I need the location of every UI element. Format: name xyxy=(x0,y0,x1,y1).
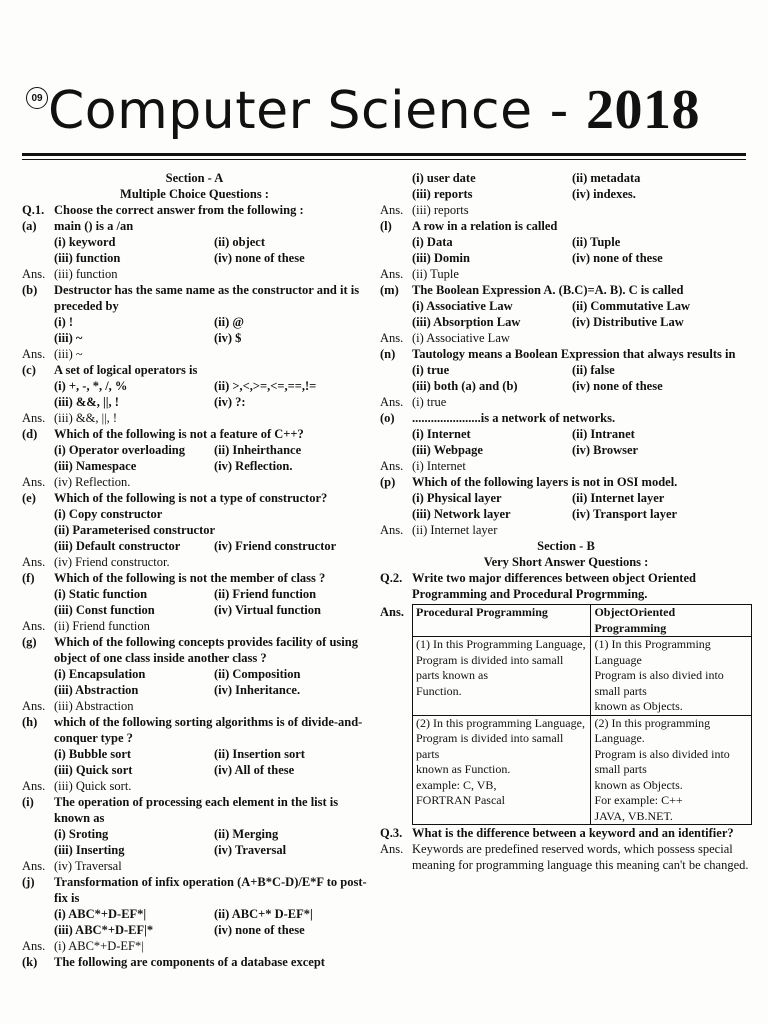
question-label: (g) xyxy=(22,635,37,649)
answer xyxy=(22,858,367,874)
cell-line: example: C, VB, xyxy=(416,777,497,792)
table-header: Procedural Programming xyxy=(413,605,591,637)
answer-text: (iv) Reflection. xyxy=(54,475,131,489)
answer xyxy=(22,474,367,490)
option: (iii) Const function xyxy=(54,603,155,617)
answer-text: (i) Associative Law xyxy=(412,331,510,345)
question-label: (c) xyxy=(22,363,36,377)
answer-text: (i) ABC*+D-EF*| xyxy=(54,939,144,953)
question-text: Choose the correct answer from the following : xyxy=(54,203,304,217)
option: (ii) Inheirthance xyxy=(214,443,302,457)
answer xyxy=(22,346,367,362)
table-row xyxy=(413,715,752,825)
option: (ii) Merging xyxy=(214,827,279,841)
answer-label: Ans. xyxy=(22,619,46,633)
answer xyxy=(380,458,752,474)
question xyxy=(22,362,367,378)
question xyxy=(380,346,752,362)
answer xyxy=(22,778,367,794)
section-heading: Multiple Choice Questions : xyxy=(120,187,269,201)
option: (i) Static function xyxy=(54,587,148,601)
option: (iv) Traversal xyxy=(214,843,287,857)
question xyxy=(380,570,752,602)
option: (iv) none of these xyxy=(572,379,663,393)
question xyxy=(22,794,367,826)
question-text: main () is a /an xyxy=(54,219,134,233)
options-grid xyxy=(380,362,752,394)
answer-text: (iii) reports xyxy=(412,203,469,217)
answer xyxy=(22,698,367,714)
options-grid xyxy=(22,506,367,538)
option: (ii) Insertion sort xyxy=(214,747,305,761)
question xyxy=(380,282,752,298)
cell-line: JAVA, VB.NET. xyxy=(594,808,673,823)
option: (iv) Transport layer xyxy=(572,507,678,521)
option: (i) Encapsulation xyxy=(54,667,146,681)
answer-label: Ans. xyxy=(22,939,46,953)
question-text: Which of the following is not a feature of C++? xyxy=(54,427,304,441)
option: (i) keyword xyxy=(54,235,116,249)
options-grid xyxy=(380,298,752,330)
answer-label: Ans. xyxy=(380,395,404,409)
option: (i) Data xyxy=(412,235,453,249)
option: (i) Sroting xyxy=(54,827,109,841)
question-label: (a) xyxy=(22,219,37,233)
question-label: (i) xyxy=(22,795,34,809)
page-number: 09 xyxy=(31,92,43,104)
option: (iii) Default constructor xyxy=(54,539,181,553)
option: (i) +, -, *, /, % xyxy=(54,379,128,393)
question-label: Q.1. xyxy=(22,203,45,217)
answer-text: (iii) function xyxy=(54,267,118,281)
question xyxy=(22,874,367,906)
answer-label: Ans. xyxy=(380,267,404,281)
question-text: A set of logical operators is xyxy=(54,363,198,377)
question xyxy=(22,202,367,218)
option: (i) ! xyxy=(54,315,74,329)
question-text: ......................is a network of networks. xyxy=(412,411,616,425)
answer xyxy=(380,266,752,282)
option: (iii) function xyxy=(54,251,121,265)
option: (iv) All of these xyxy=(214,763,295,777)
option: (ii) @ xyxy=(214,315,245,329)
answer-label: Ans. xyxy=(380,459,404,473)
question-text: Which of the following concepts provides facility of using object of one class inside another class ? xyxy=(54,635,358,665)
answer xyxy=(22,266,367,282)
answer-q3-text: Keywords are predefined reserved words, which possess special meaning for programming language this meaning can't be changed. xyxy=(412,842,749,872)
option: (iii) Webpage xyxy=(412,443,483,457)
answer xyxy=(380,330,752,346)
options-grid xyxy=(380,170,752,202)
answer-label: Ans. xyxy=(380,331,404,345)
options-grid xyxy=(22,538,367,554)
option: (ii) Parameterised constructor xyxy=(54,523,216,537)
answer xyxy=(22,410,367,426)
option: (iv) none of these xyxy=(572,251,663,265)
option: (ii) Composition xyxy=(214,667,301,681)
option: (iv) Friend constructor xyxy=(214,539,337,553)
answer-label: Ans. xyxy=(380,605,404,619)
cell-line: Function. xyxy=(416,683,462,698)
answer xyxy=(22,554,367,570)
option: (iii) Quick sort xyxy=(54,763,133,777)
question-label: (b) xyxy=(22,283,38,297)
options-grid xyxy=(22,234,367,266)
option: (ii) Friend function xyxy=(214,587,317,601)
option: (ii) false xyxy=(572,363,615,377)
right-column xyxy=(380,170,752,873)
options-grid xyxy=(22,586,367,618)
option: (i) Associative Law xyxy=(412,299,513,313)
question xyxy=(22,954,367,970)
answer-label: Ans. xyxy=(22,347,46,361)
cell-line: (1) In this Programming Language xyxy=(594,637,711,667)
cell-line: Program is also divided into small parts xyxy=(594,746,730,776)
question-label: (d) xyxy=(22,427,38,441)
answer xyxy=(380,394,752,410)
question xyxy=(22,426,367,442)
answer-label: Ans. xyxy=(380,203,404,217)
answer-label: Ans. xyxy=(22,859,46,873)
options-grid xyxy=(22,378,367,410)
answer-label: Ans. xyxy=(22,267,46,281)
option: (i) Bubble sort xyxy=(54,747,132,761)
question-text: The operation of processing each element in the list is known as xyxy=(54,795,339,825)
cell-line: Program is divided into samall parts xyxy=(416,731,564,761)
comparison-table xyxy=(412,604,752,825)
option: (iii) Abstraction xyxy=(54,683,139,697)
option: (iii) Absorption Law xyxy=(412,315,521,329)
answer-text: (iii) &&, ||, ! xyxy=(54,411,117,425)
page-title xyxy=(48,78,700,143)
title-text: Computer Science - xyxy=(48,81,586,141)
question-q3-label: Q.3. xyxy=(380,826,403,840)
answer-label: Ans. xyxy=(22,475,46,489)
option: (i) Physical layer xyxy=(412,491,502,505)
answer-text: (i) Internet xyxy=(412,459,466,473)
question-q3 xyxy=(380,825,752,841)
section-heading: Section - A xyxy=(165,171,224,185)
question-text: Destructor has the same name as the constructor and it is preceded by xyxy=(54,283,360,313)
option: (ii) >,<,>=,<=,==,!= xyxy=(214,379,317,393)
answer-label: Ans. xyxy=(22,411,46,425)
options-grid xyxy=(22,442,367,474)
option: (ii) ABC+* D-EF*| xyxy=(214,907,313,921)
option: (iii) ABC*+D-EF|* xyxy=(54,923,154,937)
question-text: which of the following sorting algorithms is of divide-and-conquer type ? xyxy=(54,715,363,745)
option: (iii) &&, ||, ! xyxy=(54,395,119,409)
table-header-row xyxy=(413,605,752,637)
page-number-badge xyxy=(26,87,48,109)
question xyxy=(22,570,367,586)
option: (iv) Distributive Law xyxy=(572,315,684,329)
option: (iii) Inserting xyxy=(54,843,125,857)
options-grid xyxy=(380,234,752,266)
question-text: Transformation of infix operation (A+B*C-D)/E*F to post-fix is xyxy=(54,875,367,905)
question xyxy=(380,474,752,490)
options-grid xyxy=(22,906,367,938)
option: (iii) ~ xyxy=(54,331,83,345)
table-cell xyxy=(591,637,752,716)
options-grid xyxy=(380,490,752,522)
option: (i) Operator overloading xyxy=(54,443,185,457)
answer-text: (i) true xyxy=(412,395,447,409)
question-text: Tautology means a Boolean Expression that always results in xyxy=(412,347,736,361)
question xyxy=(22,714,367,746)
option: (iv) Virtual function xyxy=(214,603,321,617)
table-header: ObjectOriented Programming xyxy=(591,605,752,637)
answer-q3-label: Ans. xyxy=(380,842,404,856)
question-text: Which of the following is not the member of class ? xyxy=(54,571,326,585)
question-label: Q.2. xyxy=(380,571,403,585)
question-text: The following are components of a database except xyxy=(54,955,325,969)
title-rule-thin xyxy=(22,159,746,160)
answer xyxy=(22,938,367,954)
answer-label: Ans. xyxy=(22,699,46,713)
answer-text: (ii) Friend function xyxy=(54,619,150,633)
answer-text: (iii) Quick sort. xyxy=(54,779,132,793)
answer-text: (iv) Traversal xyxy=(54,859,122,873)
cell-line: For example: C++ xyxy=(594,793,683,807)
question-label: (e) xyxy=(22,491,36,505)
cell-line: (2) In this programming Language. xyxy=(594,715,711,745)
option: (iv) none of these xyxy=(214,923,305,937)
answer-text: (iv) Friend constructor. xyxy=(54,555,170,569)
answer-label: Ans. xyxy=(380,523,404,537)
cell-line: (2) In this programming Language, xyxy=(416,715,585,730)
option: (i) Copy constructor xyxy=(54,507,163,521)
option: (iii) both (a) and (b) xyxy=(412,379,518,393)
option: (iv) indexes. xyxy=(572,187,636,201)
cell-line: Program is divided into samall parts known as xyxy=(416,652,564,682)
option: (iv) $ xyxy=(214,331,242,345)
question xyxy=(22,490,367,506)
answer-table-row xyxy=(380,604,752,825)
options-grid xyxy=(380,426,752,458)
table-row xyxy=(413,637,752,716)
option: (iv) Browser xyxy=(572,443,639,457)
question-q3-text: What is the difference between a keyword and an identifier? xyxy=(412,826,734,840)
title-year: 2018 xyxy=(585,79,700,141)
option: (ii) metadata xyxy=(572,171,641,185)
option: (iv) ?: xyxy=(214,395,246,409)
cell-line: (1) In this Programming Language, xyxy=(416,637,586,651)
option: (iii) Namespace xyxy=(54,459,137,473)
answer-text: (iii) ~ xyxy=(54,347,83,361)
question-label: (j) xyxy=(22,875,35,889)
option: (iv) Inheritance. xyxy=(214,683,301,697)
question-text: Which of the following layers is not in OSI model. xyxy=(412,475,678,489)
question-label: (k) xyxy=(22,955,38,969)
cell-line: known as Objects. xyxy=(594,777,683,792)
question-label: (l) xyxy=(380,219,392,233)
question-text: Write two major differences between object Oriented Programming and Procedural Progrmming. xyxy=(412,571,696,601)
question-text: The Boolean Expression A. (B.C)=A. B). C is called xyxy=(412,283,684,297)
option: (iii) Domin xyxy=(412,251,470,265)
table-cell xyxy=(413,715,591,825)
answer-label: Ans. xyxy=(22,779,46,793)
table-cell xyxy=(591,715,752,825)
question xyxy=(22,634,367,666)
cell-line: known as Function. xyxy=(416,762,511,776)
question-label: (o) xyxy=(380,411,395,425)
title-rule-thick xyxy=(22,153,746,156)
question xyxy=(22,218,367,234)
option: (ii) Intranet xyxy=(572,427,635,441)
option: (iii) reports xyxy=(412,187,473,201)
question-label: (f) xyxy=(22,571,35,585)
question xyxy=(380,218,752,234)
question-label: (p) xyxy=(380,475,396,489)
option: (ii) Commutative Law xyxy=(572,299,691,313)
answer xyxy=(380,522,752,538)
answer-label: Ans. xyxy=(22,555,46,569)
answer-text: (ii) Internet layer xyxy=(412,523,498,537)
question-label: (h) xyxy=(22,715,38,729)
option: (i) ABC*+D-EF*| xyxy=(54,907,147,921)
option: (iii) Network layer xyxy=(412,507,511,521)
option: (ii) object xyxy=(214,235,266,249)
option: (ii) Internet layer xyxy=(572,491,665,505)
answer-text: (ii) Tuple xyxy=(412,267,459,281)
option: (iv) none of these xyxy=(214,251,305,265)
answer xyxy=(380,202,752,218)
question-label: (n) xyxy=(380,347,396,361)
question xyxy=(380,410,752,426)
options-grid xyxy=(22,666,367,698)
options-grid xyxy=(22,746,367,778)
cell-line: known as Objects. xyxy=(594,699,683,713)
question-text: Which of the following is not a type of constructor? xyxy=(54,491,328,505)
question-label: (m) xyxy=(380,283,399,297)
answer-text: (iii) Abstraction xyxy=(54,699,134,713)
option: (iv) Reflection. xyxy=(214,459,293,473)
table-cell xyxy=(413,637,591,716)
question xyxy=(22,282,367,314)
cell-line: FORTRAN Pascal xyxy=(416,793,505,807)
option: (i) true xyxy=(412,363,450,377)
section-heading: Section - B xyxy=(537,539,595,553)
question-text: A row in a relation is called xyxy=(412,219,558,233)
option: (i) user date xyxy=(412,171,476,185)
section-heading: Very Short Answer Questions : xyxy=(483,555,649,569)
options-grid xyxy=(22,314,367,346)
option: (i) Internet xyxy=(412,427,471,441)
left-column xyxy=(22,170,367,970)
answer-q3 xyxy=(380,841,752,873)
cell-line: Program is also divied into small parts xyxy=(594,668,724,698)
answer xyxy=(22,618,367,634)
option: (ii) Tuple xyxy=(572,235,621,249)
options-grid xyxy=(22,826,367,858)
